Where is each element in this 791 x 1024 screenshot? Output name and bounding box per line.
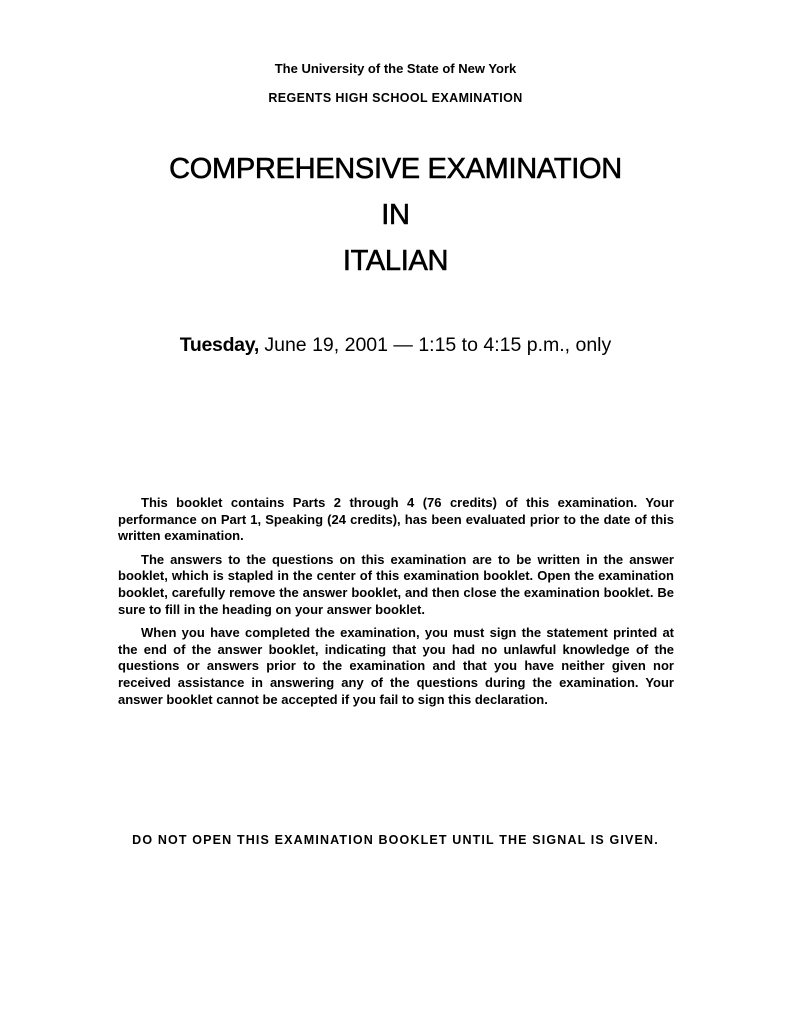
exam-title-line-2: IN xyxy=(381,199,410,231)
institution-name: The University of the State of New York xyxy=(274,61,517,76)
instruction-paragraph: When you have completed the examination, you must sign the statement printed at the end of the answer booklet, indicating that you had no unlawful knowledge of the questions or answers prior to the examination and that you have neither given nor received assistance in answering any of the questions during the examination. Your answer booklet cannot be accepted if you fail to sign this declaration. xyxy=(118,625,674,707)
instructions-block xyxy=(118,495,674,715)
exam-title-line-3: ITALIAN xyxy=(342,245,449,277)
instruction-paragraph: This booklet contains Parts 2 through 4 (76 credits) of this examination. Your performance on Part 1, Speaking (24 credits), has been evaluated prior to the date of this written examination. xyxy=(118,495,674,544)
exam-date-time: June 19, 2001 — 1:15 to 4:15 p.m., only xyxy=(258,334,612,356)
do-not-open-warning: DO NOT OPEN THIS EXAMINATION BOOKLET UNTIL THE SIGNAL IS GIVEN. xyxy=(132,833,659,847)
exam-day: Tuesday, xyxy=(179,334,259,356)
exam-title-line-1: COMPREHENSIVE EXAMINATION xyxy=(169,153,622,185)
instruction-paragraph: The answers to the questions on this examination are to be written in the answer booklet, which is stapled in the center of this examination booklet. Open the examination booklet, carefully remove the answer booklet, and then close the examination booklet. Be sure to fill in the heading on your answer booklet. xyxy=(118,551,674,617)
exam-series-heading: REGENTS HIGH SCHOOL EXAMINATION xyxy=(268,91,523,105)
exam-schedule xyxy=(0,334,791,357)
